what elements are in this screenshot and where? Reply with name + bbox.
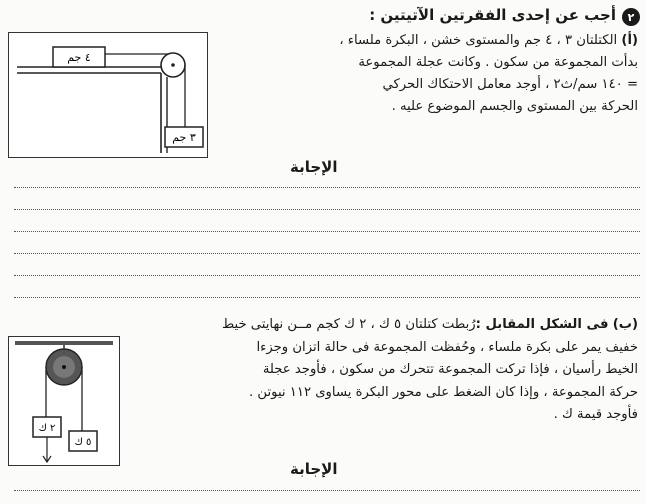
answer-line — [14, 490, 640, 491]
top-mass-label: ٤ جم — [67, 51, 91, 64]
figure-table-pulley — [8, 32, 208, 158]
answer-line — [14, 187, 640, 188]
figure-atwood-machine — [8, 336, 120, 466]
hanging-mass-label: ٣ جم — [172, 131, 196, 144]
question-title: أجب عن إحدى الفقرتين الآتيتين : — [369, 6, 616, 24]
answer-line — [14, 209, 640, 210]
right-mass-label: ٥ ك — [74, 437, 92, 448]
part-a-text: (أ) الكتلتان ٣ ، ٤ جم والمستوى خشن ، البكرة ملساء ، بدأت المجموعة من سكون . وكانت عجلة المجموعة = ١٤٠ سم/ث٢ ، أوجد معامل الاحتكاك الحركي الحركة بين المستوى والجسم الموضوع عليه . — [339, 33, 638, 114]
part-b-text: (ب) فى الشكل المقابل :رُبطت كتلتان ٥ ك ، ٢ ك كجم مــن نهايتى خيط خفيف يمر على بكرة ملساء ، وحُفظت المجموعة فى حالة اتزان وجزءا الخيط رأسيان ، فإذا تركت المجموعة تتحرك من سكون ، فأوجد عجلة حركة المجموعة ، وإذا كان الضغط على محور البكرة يساوى ١١٢ نيوتن . فأوجد قيمة ك . — [221, 317, 638, 422]
answer-heading-b: الإجابة — [290, 460, 338, 478]
question-number-badge: ٢ — [622, 8, 640, 26]
answer-line — [14, 253, 640, 254]
answer-line — [14, 297, 640, 298]
part-a-label: (أ) — [621, 33, 638, 48]
part-b-lead: فى الشكل المقابل : — [475, 317, 609, 332]
answer-line — [14, 275, 640, 276]
part-b-label: (ب) — [612, 317, 638, 332]
answer-heading-a: الإجابة — [290, 158, 338, 176]
left-mass-label: ٢ ك — [38, 423, 56, 434]
answer-line — [14, 231, 640, 232]
